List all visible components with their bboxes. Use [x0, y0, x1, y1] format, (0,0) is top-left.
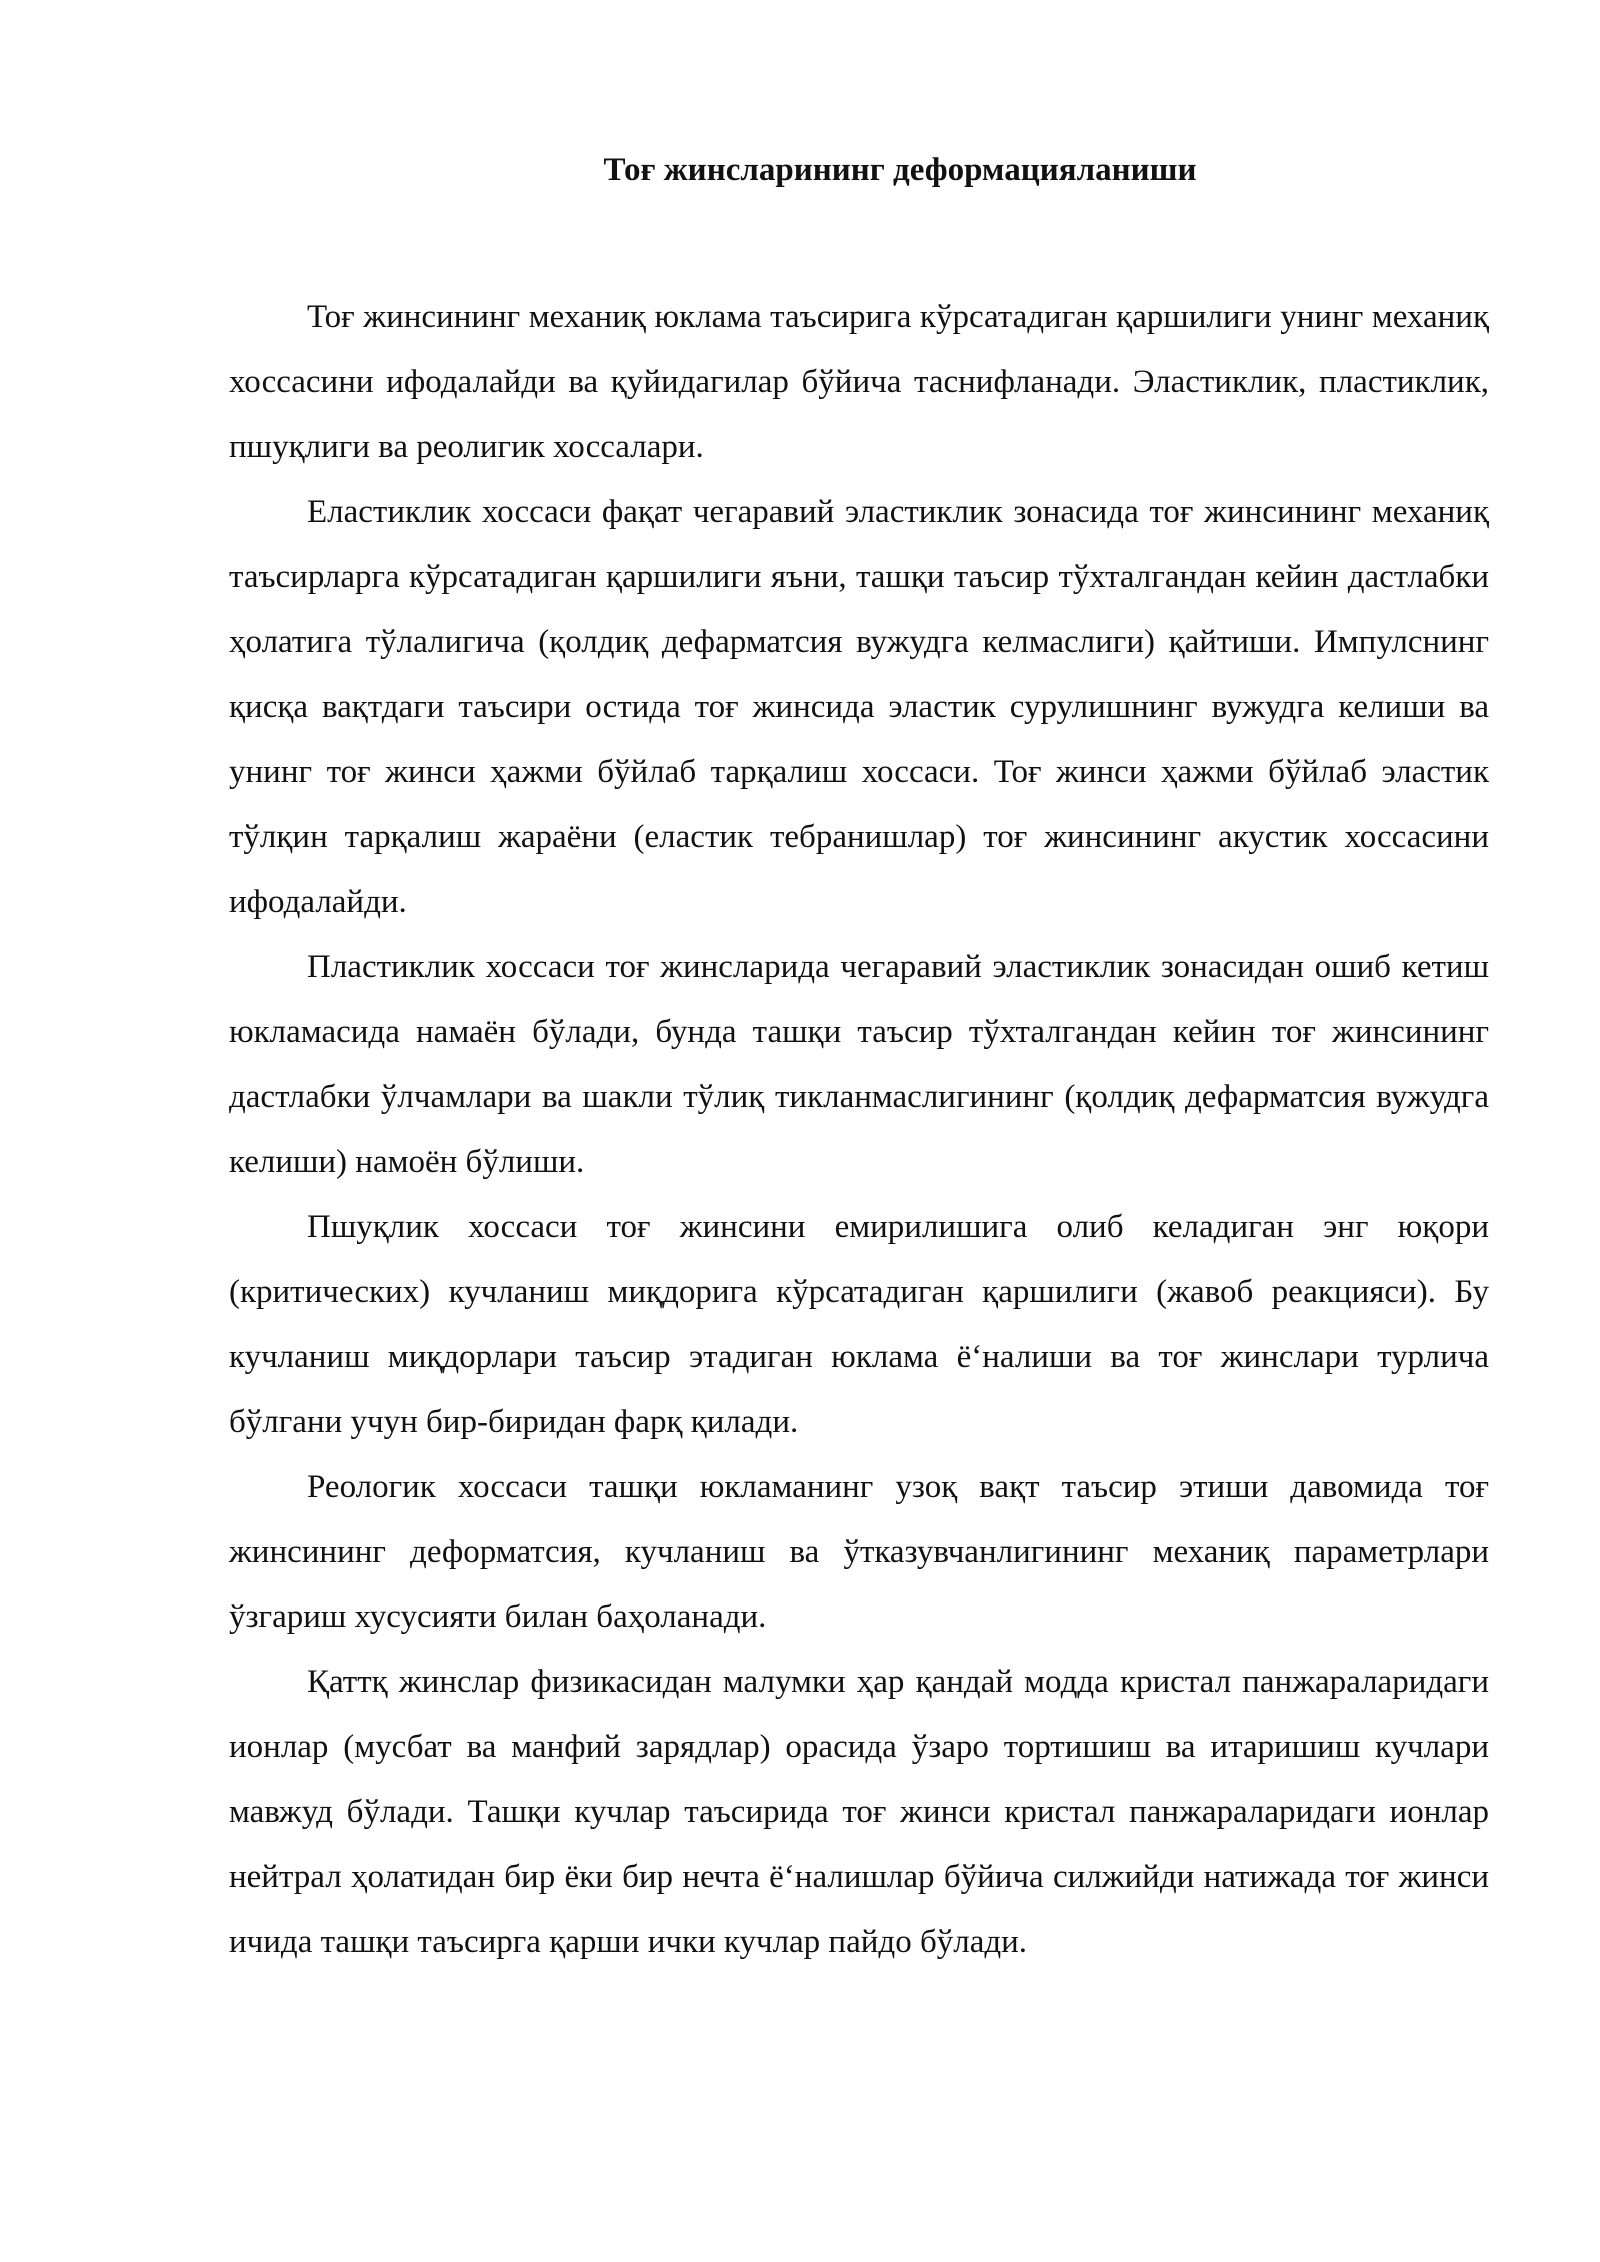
document-body [229, 285, 1489, 1975]
paragraph-plastic-property: Пластиклик хоссаси тоғ жинсларида чегаравий эластиклик зонасидан ошиб кетиш юкламасида намаён бўлади, бунда ташқи таъсир тўхталгандан кейин тоғ жинсининг дастлабки ўлчамлари ва шакли тўлиқ тикланмаслигининг (қолдиқ дефарматсия вужудга келиши) намоён бўлиши. [229, 949, 1489, 1180]
paragraph-elasticity-intro: Тоғ жинсининг механиқ юклама таъсирига кўрсатадиган қаршилиги унинг механиқ хоссасини ифодалайди ва қуйидагилар бўйича таснифланади. Эластиклик, пластиклик, пшуқлиги ва реолигик хоссалари. [229, 299, 1489, 465]
document-title: Тоғ жинсларининг деформацияланиши [603, 152, 1197, 188]
paragraph-elastic-property: Еластиклик хоссаси фақат чегаравий эластиклик зонасида тоғ жинсининг механиқ таъсирларга кўрсатадиган қаршилиги яъни, ташқи таъсир тўхталгандан кейин дастлабки ҳолатига тўлалигича (қолдиқ дефарматсия вужудга келмаслиги) қайтиши. Импулснинг қисқа вақтдаги таъсири остида тоғ жинсида эластик сурулишнинг вужудга келиши ва унинг тоғ жинси ҳажми бўйлаб тарқалиш хоссаси. Тоғ жинси ҳажми бўйлаб эластик тўлқин тарқалиш жараёни (еластик тебранишлар) тоғ жинсининг акустик хоссасини ифодалайди. [229, 494, 1489, 920]
paragraph-rheologic-property: Реологик хоссаси ташқи юкламанинг узоқ вақт таъсир этиши давомида тоғ жинсининг деформатсия, кучланиш ва ўтказувчанлигининг механиқ параметрлари ўзгариш хусусияти билан баҳоланади. [229, 1469, 1489, 1635]
paragraph-strength-property: Пшуқлик хоссаси тоғ жинсини емирилишига олиб келадиган энг юқори (критических) кучланиш миқдорига кўрсатадиган қаршилиги (жавоб реакцияси). Бу кучланиш миқдорлари таъсир этадиган юклама ё‘налиши ва тоғ жинслари турлича бўлгани учун бир-биридан фарқ қилади. [229, 1209, 1489, 1440]
paragraph-solid-physics: Қаттқ жинслар физикасидан малумки ҳар қандай модда кристал панжараларидаги ионлар (мусбат ва манфий зарядлар) орасида ўзаро тортишиш ва итаришиш кучлари мавжуд бўлади. Ташқи кучлар таъсирида тоғ жинси кристал панжараларидаги ионлар нейтрал ҳолатидан бир ёки бир нечта ё‘налишлар бўйича силжийди натижада тоғ жинси ичида ташқи таъсирга қарши ички кучлар пайдо бўлади. [229, 1664, 1489, 1960]
